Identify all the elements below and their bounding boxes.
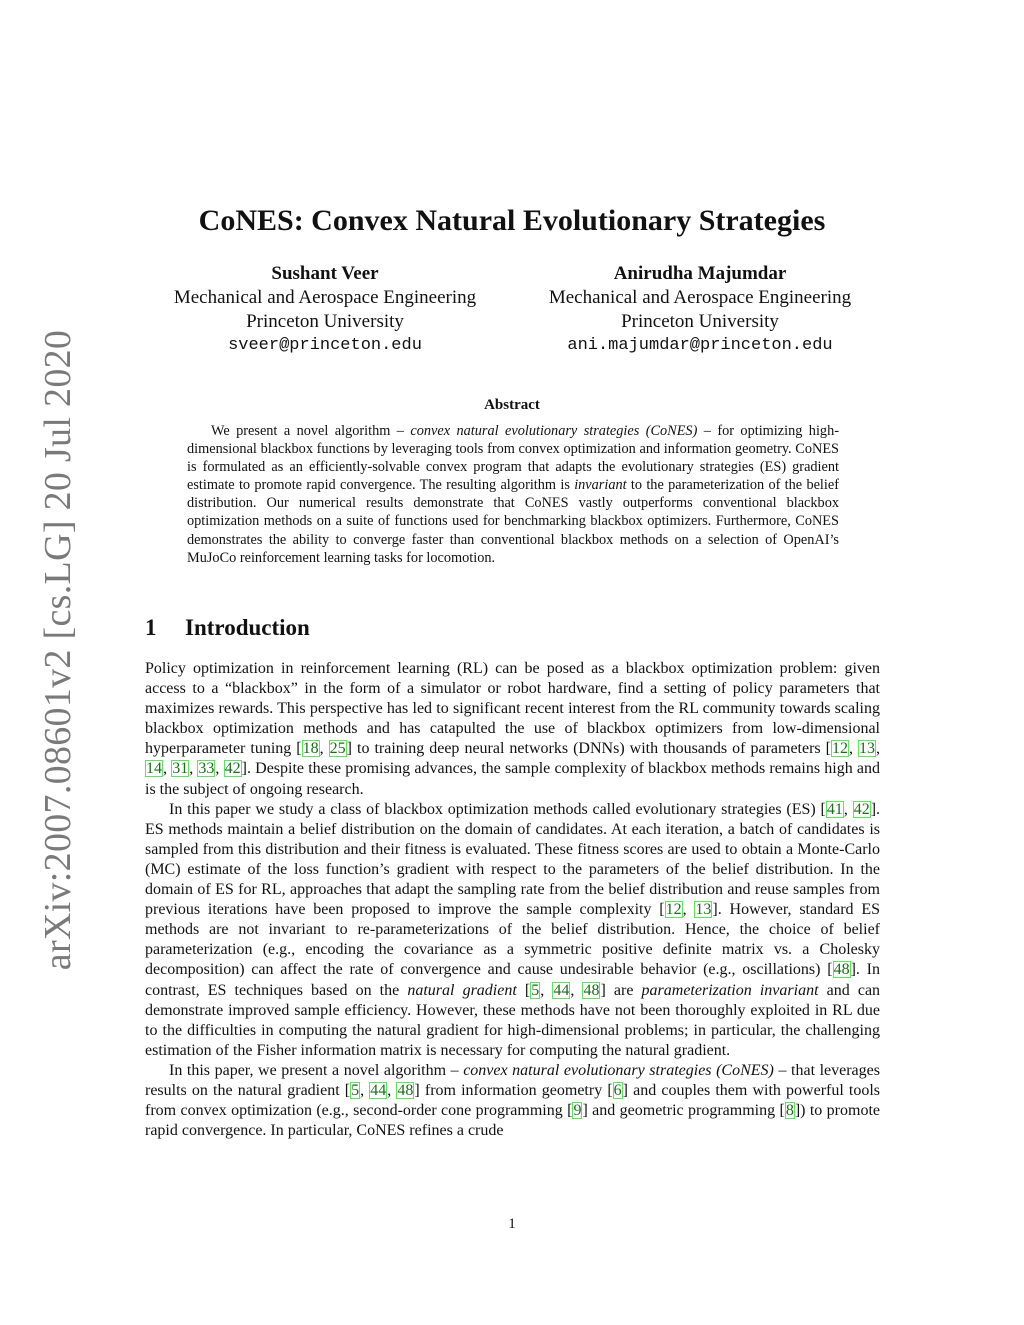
author-affiliation: Princeton University	[621, 311, 779, 332]
author-affiliation: Princeton University	[246, 311, 404, 332]
author-department: Mechanical and Aerospace Engineering	[548, 287, 852, 308]
emphasis-text: invariant	[574, 477, 627, 494]
paragraph-1	[145, 659, 880, 800]
text-run: ,	[682, 901, 695, 919]
text-run: [	[516, 981, 531, 999]
citation-link[interactable]: 44	[370, 1081, 387, 1099]
text-run: ,	[360, 1081, 370, 1099]
abstract-paragraph	[187, 422, 839, 567]
citation-link[interactable]: 31	[172, 760, 189, 778]
citation-link[interactable]: 5	[531, 981, 540, 999]
citation-link[interactable]: 12	[832, 740, 848, 758]
section-number: 1	[145, 615, 157, 640]
body-text	[145, 659, 880, 1141]
citation-link[interactable]: 48	[583, 981, 600, 999]
abstract-body	[187, 422, 839, 567]
text-run: We present a novel algorithm –	[211, 423, 411, 439]
text-run: ,	[163, 760, 172, 778]
text-run: ,	[876, 740, 881, 758]
abstract-heading: Abstract	[484, 397, 540, 413]
citation-link[interactable]: 41	[826, 800, 843, 818]
author-block-1	[135, 262, 515, 358]
text-run: ,	[319, 740, 329, 758]
citation-link[interactable]: 48	[397, 1081, 414, 1099]
author-name: Anirudha Majumdar	[613, 263, 787, 284]
text-run: ] and geometric programming [	[582, 1102, 785, 1120]
text-run: – that leverages results on the natural gradient [	[145, 1061, 880, 1099]
text-run: ] to training deep neural networks (DNNs) with thousands of parameters [	[346, 740, 831, 758]
citation-link[interactable]: 12	[665, 901, 682, 919]
author-department: Mechanical and Aerospace Engineering	[173, 287, 477, 308]
text-run: – for optimizing high-dimensional blackbox functions by leveraging tools from convex optimization and information geometry. CoNES is formulated as an efficiently-solvable convex program that adapts the evolutionary strategies (ES) gradient estimate to promote rapid convergence. The resulting algorithm is	[187, 423, 839, 494]
text-run: In this paper, we present a novel algorithm –	[169, 1061, 464, 1079]
section-heading	[145, 615, 310, 641]
citation-link[interactable]: 13	[859, 740, 876, 758]
text-run: ] and couples them with powerful tools from convex optimization (e.g., second-order cone programming [	[145, 1081, 881, 1120]
emphasis-text: convex natural evolutionary strategies (CoNES)	[410, 423, 698, 439]
citation-link[interactable]: 42	[853, 800, 870, 818]
text-run: ,	[843, 800, 853, 818]
citation-link[interactable]: 13	[695, 901, 712, 919]
emphasis-text: convex natural evolutionary strategies (CoNES)	[463, 1061, 774, 1079]
section-title: Introduction	[185, 615, 310, 640]
text-run: ]. ES methods maintain a belief distribution on the domain of candidates. At each iteration, a batch of candidates is sampled from this distribution and their fitness is evaluated. These fitness scores are used to obtain a Monte-Carlo (MC) estimate of the loss function’s gradient with respect to the parameters of the belief distribution. In the domain of ES for RL, approaches that adapt the sampling rate from the belief distribution and reuse samples from previous iterations have been proposed to improve the sample complexity [	[145, 800, 881, 919]
text-run: ,	[387, 1081, 397, 1099]
text-run: ,	[570, 981, 583, 999]
citation-link[interactable]: 44	[553, 981, 570, 999]
author-email[interactable]: sveer@princeton.edu	[228, 336, 422, 355]
text-run: ,	[189, 760, 198, 778]
text-run: ]. In contrast, ES techniques based on the	[145, 961, 881, 999]
author-block-2	[510, 262, 890, 358]
paper-title: CoNES: Convex Natural Evolutionary Strategies	[198, 204, 826, 237]
author-email[interactable]: ani.majumdar@princeton.edu	[567, 336, 833, 355]
paragraph-3	[145, 1061, 880, 1141]
text-run: ]. However, standard ES methods are not invariant to re-parameterizations of the belief distribution. Hence, the choice of belief parameterization (e.g., encoding the covariance as a symmetric positive definite matrix vs. a Cholesky decomposition) can affect the rate of convergence and cause undesirable behavior (e.g., oscillations) [	[145, 901, 880, 979]
text-run: to the parameterization of the belief distribution. Our numerical results demonstrate that CoNES vastly outperforms conventional blackbox optimization methods on a suite of functions used for benchmarking blackbox optimizers. Furthermore, CoNES demonstrates the ability to converge faster than conventional blackbox methods on a selection of OpenAI’s MuJoCo reinforcement learning tasks for locomotion.	[187, 477, 839, 566]
arxiv-identifier: arXiv:2007.08601v2 [cs.LG] 20 Jul 2020	[37, 329, 79, 971]
text-run: ]. Despite these promising advances, the sample complexity of blackbox methods remains high and is the subject of ongoing research.	[145, 760, 881, 798]
author-name: Sushant Veer	[271, 263, 379, 284]
citation-link[interactable]: 14	[146, 760, 162, 778]
text-run: ] from information geometry [	[414, 1081, 613, 1099]
citation-link[interactable]: 18	[302, 740, 319, 758]
text-run: In this paper we study a class of blackbox optimization methods called evolutionary strategies (ES) [	[169, 800, 826, 818]
citation-link[interactable]: 5	[351, 1081, 360, 1099]
emphasis-text: natural gradient	[407, 981, 517, 999]
text-run: and can demonstrate improved sample efficiency. However, these methods have not been thoroughly exploited in RL due to the difficulties in computing the natural gradient for high-dimensional problems; in particular, the challenging estimation of the Fisher information matrix is necessary for computing the natural gradient.	[145, 981, 881, 1059]
page-number: 1	[508, 1216, 516, 1232]
citation-link[interactable]: 33	[198, 760, 215, 778]
text-run: ] are	[600, 981, 642, 999]
citation-link[interactable]: 25	[329, 740, 346, 758]
text-run: ,	[540, 981, 553, 999]
citation-link[interactable]: 8	[785, 1102, 794, 1120]
paragraph-2	[145, 800, 880, 1061]
text-run: ,	[849, 740, 859, 758]
emphasis-text: parameterization invariant	[641, 981, 819, 999]
text-run: ,	[215, 760, 224, 778]
text-run: ]) to promote rapid convergence. In particular, CoNES refines a crude	[145, 1102, 881, 1140]
citation-link[interactable]: 9	[573, 1102, 582, 1120]
citation-link[interactable]: 42	[224, 760, 241, 778]
citation-link[interactable]: 6	[613, 1081, 622, 1099]
text-run: Policy optimization in reinforcement learning (RL) can be posed as a blackbox optimization problem: given access to a “blackbox” in the form of a simulator or robot hardware, find a setting of policy parameters that maximizes rewards. This perspective has led to significant recent interest from the RL community towards scaling blackbox optimization methods and has catapulted the use of blackbox optimizers from low-dimensional hyperparameter tuning [	[145, 660, 880, 758]
citation-link[interactable]: 48	[833, 961, 850, 979]
